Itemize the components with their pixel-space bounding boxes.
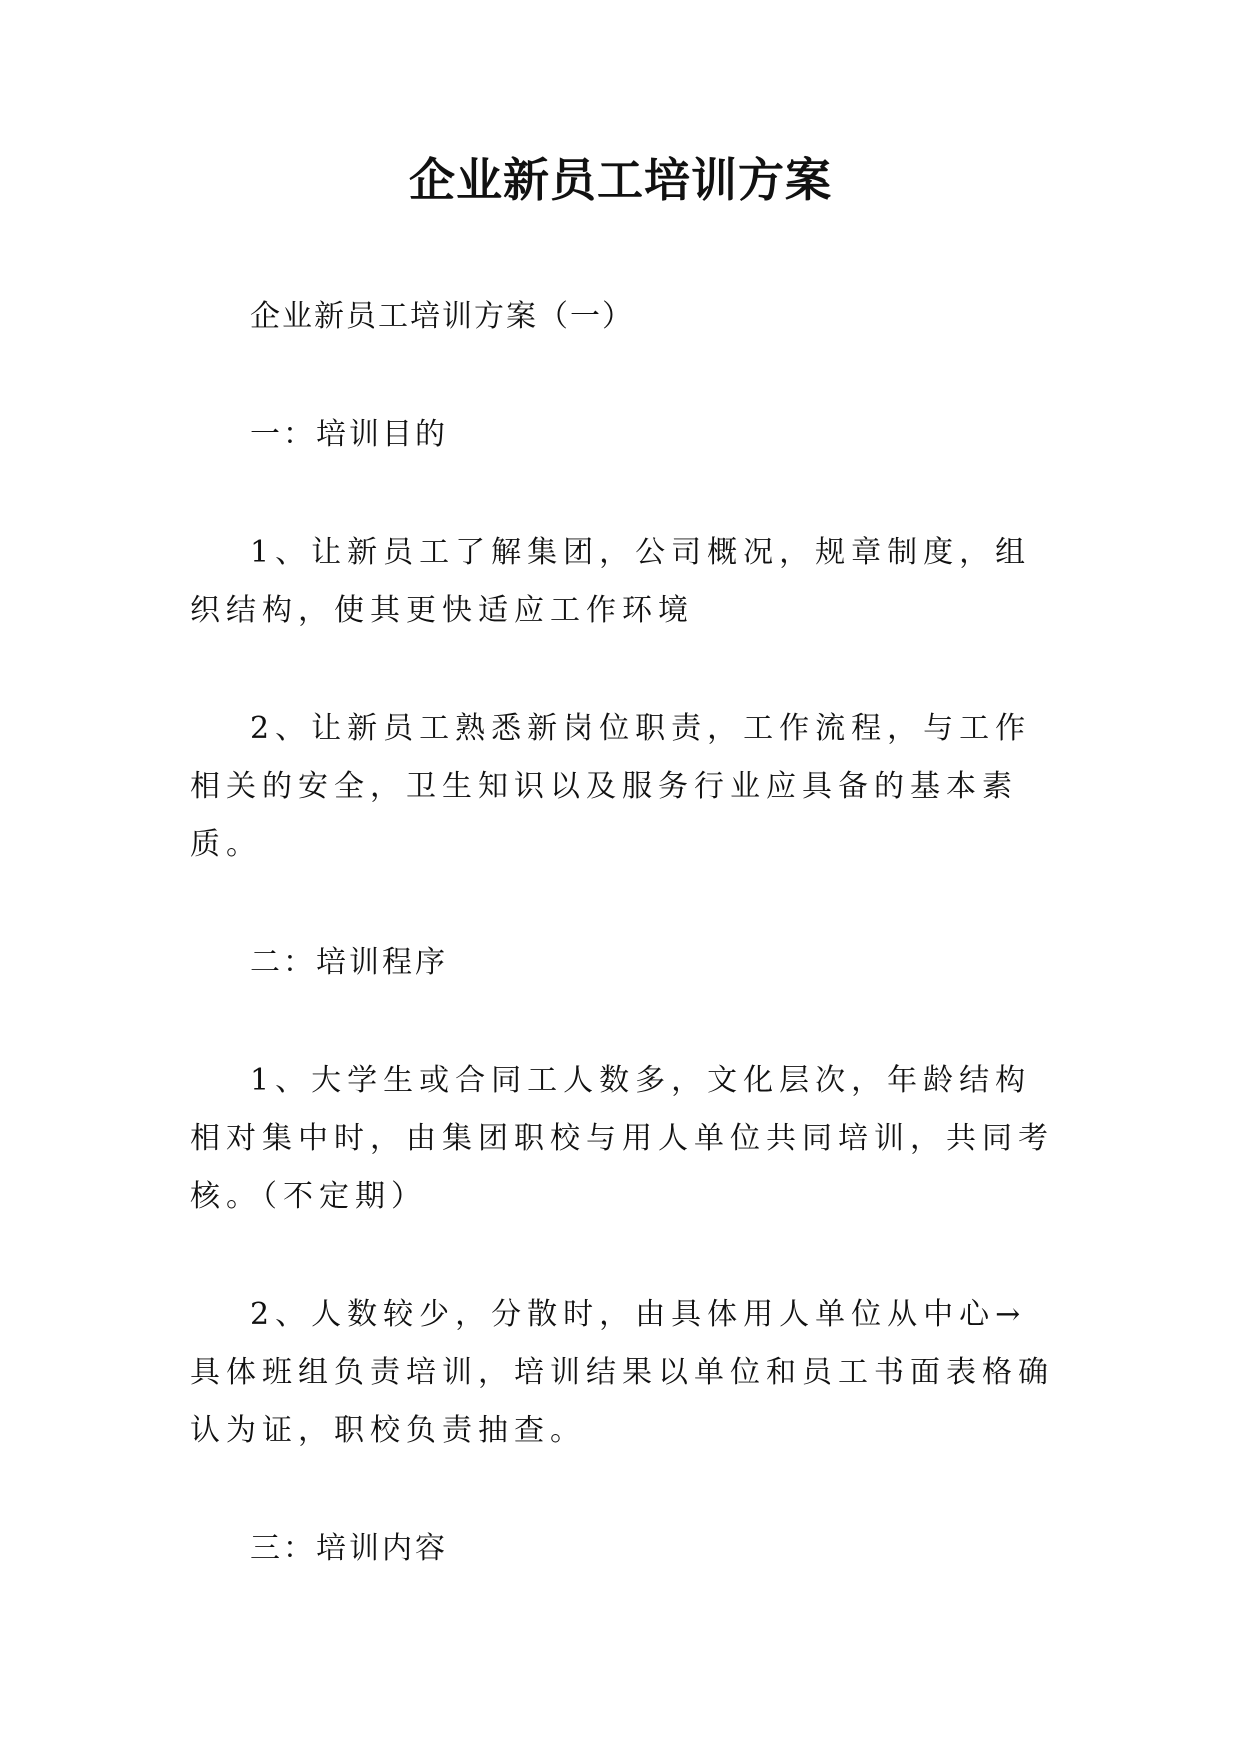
section-heading-content: 三：培训内容 [250,1531,448,1566]
paragraph-purpose-1: 1、让新员工了解集团，公司概况，规章制度，组织结构，使其更快适应工作环境 [190,535,1032,628]
section-subtitle: 企业新员工培训方案（一） [250,299,634,334]
document-title: 企业新员工培训方案 [409,153,832,207]
paragraph-procedure-1: 1、大学生或合同工人数多，文化层次，年龄结构相对集中时，由集团职校与用人单位共同培训，共同考核。（不定期） [190,1063,1054,1214]
section-heading-purpose: 一：培训目的 [250,417,448,452]
document-body [190,288,1060,1638]
paragraph-procedure-2: 2、人数较少，分散时，由具体用人单位从中心→具体班组负责培训，培训结果以单位和员工书面表格确认为证，职校负责抽查。 [190,1297,1054,1448]
section-heading-procedure: 二：培训程序 [250,945,448,980]
paragraph-purpose-2: 2、让新员工熟悉新岗位职责，工作流程，与工作相关的安全，卫生知识以及服务行业应具备的基本素质。 [190,711,1032,862]
